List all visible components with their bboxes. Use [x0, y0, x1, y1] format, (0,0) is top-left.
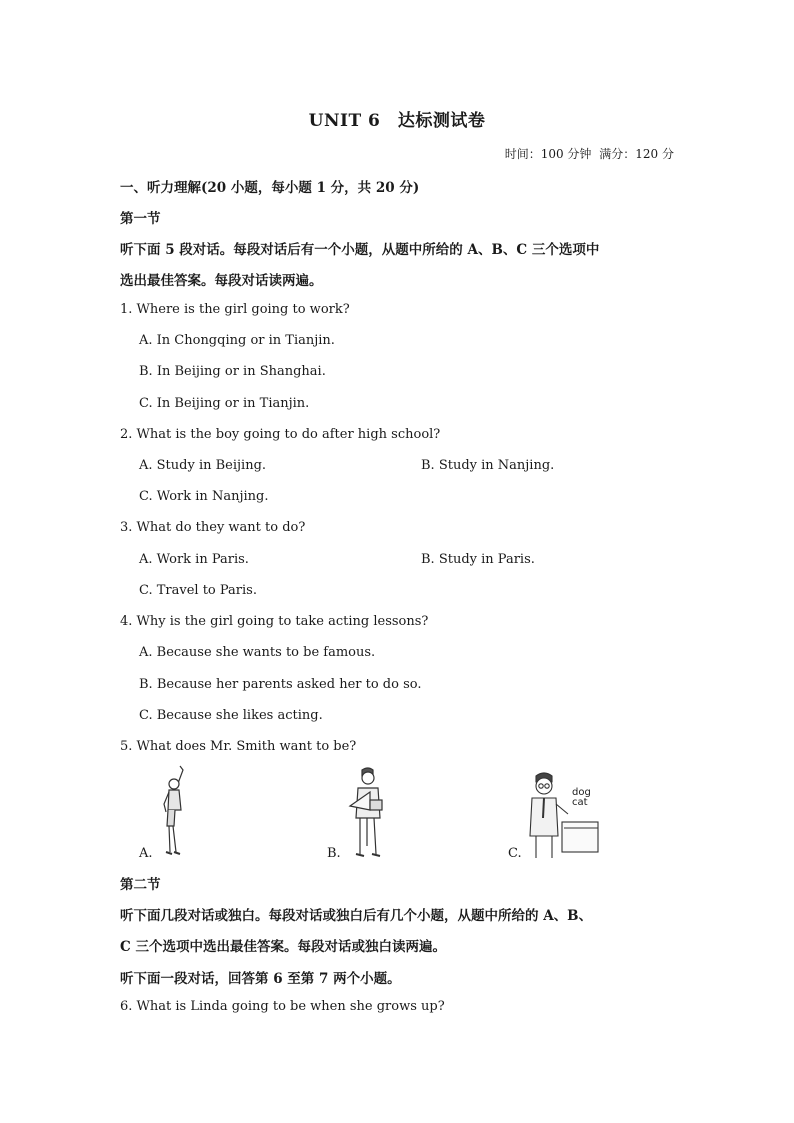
part2-instructions-line2: C 三个选项中选出最佳答案。每段对话或独白读两遍。: [120, 939, 446, 955]
question-4-option-b: B. Because her parents asked her to do so.: [139, 677, 422, 692]
question-3-option-c: C. Travel to Paris.: [139, 583, 257, 598]
part1-title: 第一节: [120, 211, 161, 227]
score-label: 满分：120 分: [599, 147, 674, 161]
teacher-illustration: [528, 770, 600, 860]
question-5-option-c: C.: [508, 846, 522, 861]
architect-illustration: [340, 766, 392, 862]
question-4-option-c: C. Because she likes acting.: [139, 708, 323, 723]
question-1-stem: 1. Where is the girl going to work?: [120, 302, 350, 317]
question-5-option-b: B.: [327, 846, 341, 861]
question-4-option-a: A. Because she wants to be famous.: [139, 645, 376, 660]
question-2-option-a: A. Study in Beijing.: [139, 458, 267, 473]
blackboard-words: [572, 788, 591, 808]
question-3-option-b: B. Study in Paris.: [421, 552, 535, 567]
part1-instructions-line2: 选出最佳答案。每段对话读两遍。: [120, 273, 323, 289]
part2-instructions-line1: 听下面几段对话或独白。每段对话或独白后有几个小题，从题中所给的 A、B、: [120, 908, 593, 924]
question-4-stem: 4. Why is the girl going to take acting lessons?: [120, 614, 429, 629]
time-label: 时间：100 分钟: [504, 147, 592, 161]
part2-subinstruction: 听下面一段对话，回答第 6 至第 7 两个小题。: [120, 971, 401, 987]
question-6-stem: 6. What is Linda going to be when she grows up?: [120, 999, 445, 1014]
question-1-option-a: A. In Chongqing or in Tianjin.: [139, 333, 335, 348]
question-5-option-a: A.: [139, 846, 153, 861]
section-heading: 一、听力理解(20 小题，每小题 1 分，共 20 分): [120, 180, 420, 196]
blackboard-word-dog: dog: [572, 787, 591, 798]
question-3-option-a: A. Work in Paris.: [139, 552, 249, 567]
question-2-stem: 2. What is the boy going to do after high school?: [120, 427, 441, 442]
question-1-option-c: C. In Beijing or in Tianjin.: [139, 396, 310, 411]
part2-title: 第二节: [120, 877, 161, 893]
page-title: UNIT 6 达标测试卷: [308, 111, 486, 131]
basketball-player-illustration: [150, 764, 195, 862]
exam-meta: [501, 145, 674, 162]
question-1-option-b: B. In Beijing or in Shanghai.: [139, 364, 326, 379]
blackboard-word-cat: cat: [572, 797, 588, 808]
part1-instructions-line1: 听下面 5 段对话。每段对话后有一个小题，从题中所给的 A、B、C 三个选项中: [120, 242, 600, 258]
question-3-stem: 3. What do they want to do?: [120, 520, 306, 535]
question-5-stem: 5. What does Mr. Smith want to be?: [120, 739, 357, 754]
question-2-option-c: C. Work in Nanjing.: [139, 489, 269, 504]
question-2-option-b: B. Study in Nanjing.: [421, 458, 555, 473]
